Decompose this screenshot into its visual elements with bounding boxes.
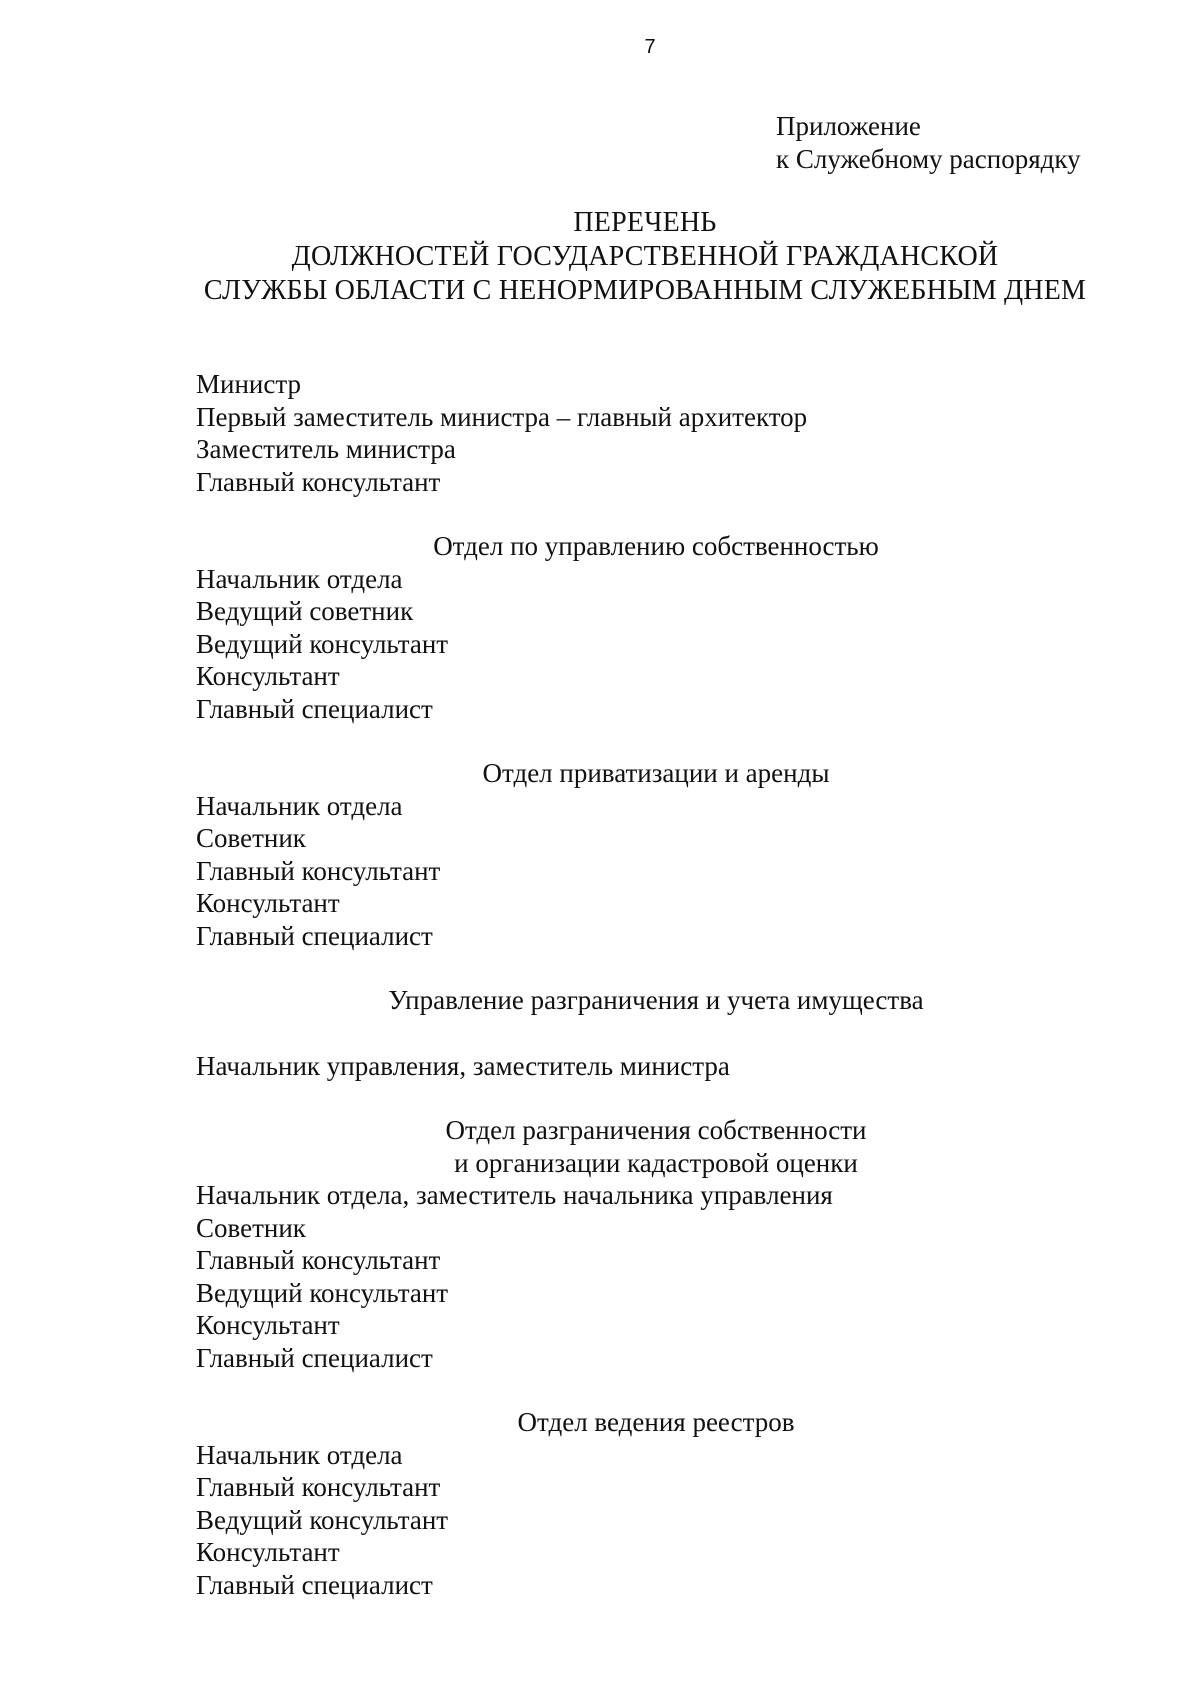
annex-line-1: Приложение [776, 111, 921, 141]
document-title [190, 206, 1100, 308]
position-item: Консультант [196, 888, 340, 918]
position-item: Главный консультант [196, 1245, 441, 1275]
position-item: Начальник отдела [196, 790, 403, 821]
position-item: Заместитель министра [196, 434, 456, 464]
position-item: Первый заместитель министра – главный архитектор [196, 401, 808, 432]
annex-line-2: к Служебному распорядку [776, 144, 1081, 174]
section-heading-line-2: и организации кадастровой оценки [454, 1147, 858, 1178]
position-item: Начальник отдела, заместитель начальника управления [196, 1180, 833, 1210]
position-item: Начальник отдела [196, 563, 403, 594]
position-item: Ведущий советник [196, 596, 414, 626]
position-item: Консультант [196, 661, 340, 691]
position-item: Советник [196, 823, 306, 853]
position-item: Начальник отдела [196, 1439, 403, 1470]
section-heading: Отдел по управлению собственностью [433, 531, 879, 561]
position-item: Начальник управления, заместитель министра [196, 1050, 730, 1081]
position-item: Министр [196, 369, 301, 399]
section-heading: Отдел разграничения собственности [445, 1115, 867, 1145]
position-item: Ведущий консультант [196, 1504, 449, 1535]
position-item: Главный специалист [196, 693, 433, 724]
section-heading: Отдел ведения реестров [517, 1407, 795, 1437]
position-item: Ведущий консультант [196, 1277, 449, 1308]
section-heading: Управление разграничения и учета имущества [388, 985, 924, 1015]
position-item: Главный консультант [196, 855, 441, 886]
position-item: Главный специалист [196, 920, 433, 951]
position-item: Ведущий консультант [196, 628, 449, 659]
position-item: Главный консультант [196, 1472, 441, 1502]
title-line-3: СЛУЖБЫ ОБЛАСТИ С НЕНОРМИРОВАННЫМ СЛУЖЕБНЫМ ДНЕМ [203, 275, 1087, 306]
title-line-1: ПЕРЕЧЕНЬ [573, 207, 717, 238]
positions-list [196, 368, 1116, 1601]
title-line-2: ДОЛЖНОСТЕЙ ГОСУДАРСТВЕННОЙ ГРАЖДАНСКОЙ [291, 241, 999, 272]
position-item: Консультант [196, 1310, 340, 1340]
section-heading: Отдел приватизации и аренды [482, 758, 830, 788]
position-item: Советник [196, 1212, 306, 1243]
page-number: 7 [644, 36, 656, 58]
position-item: Главный специалист [196, 1569, 433, 1600]
position-item: Главный консультант [196, 466, 441, 497]
position-item: Главный специалист [196, 1342, 433, 1373]
position-item: Консультант [196, 1537, 340, 1567]
annex-note [776, 110, 1081, 176]
